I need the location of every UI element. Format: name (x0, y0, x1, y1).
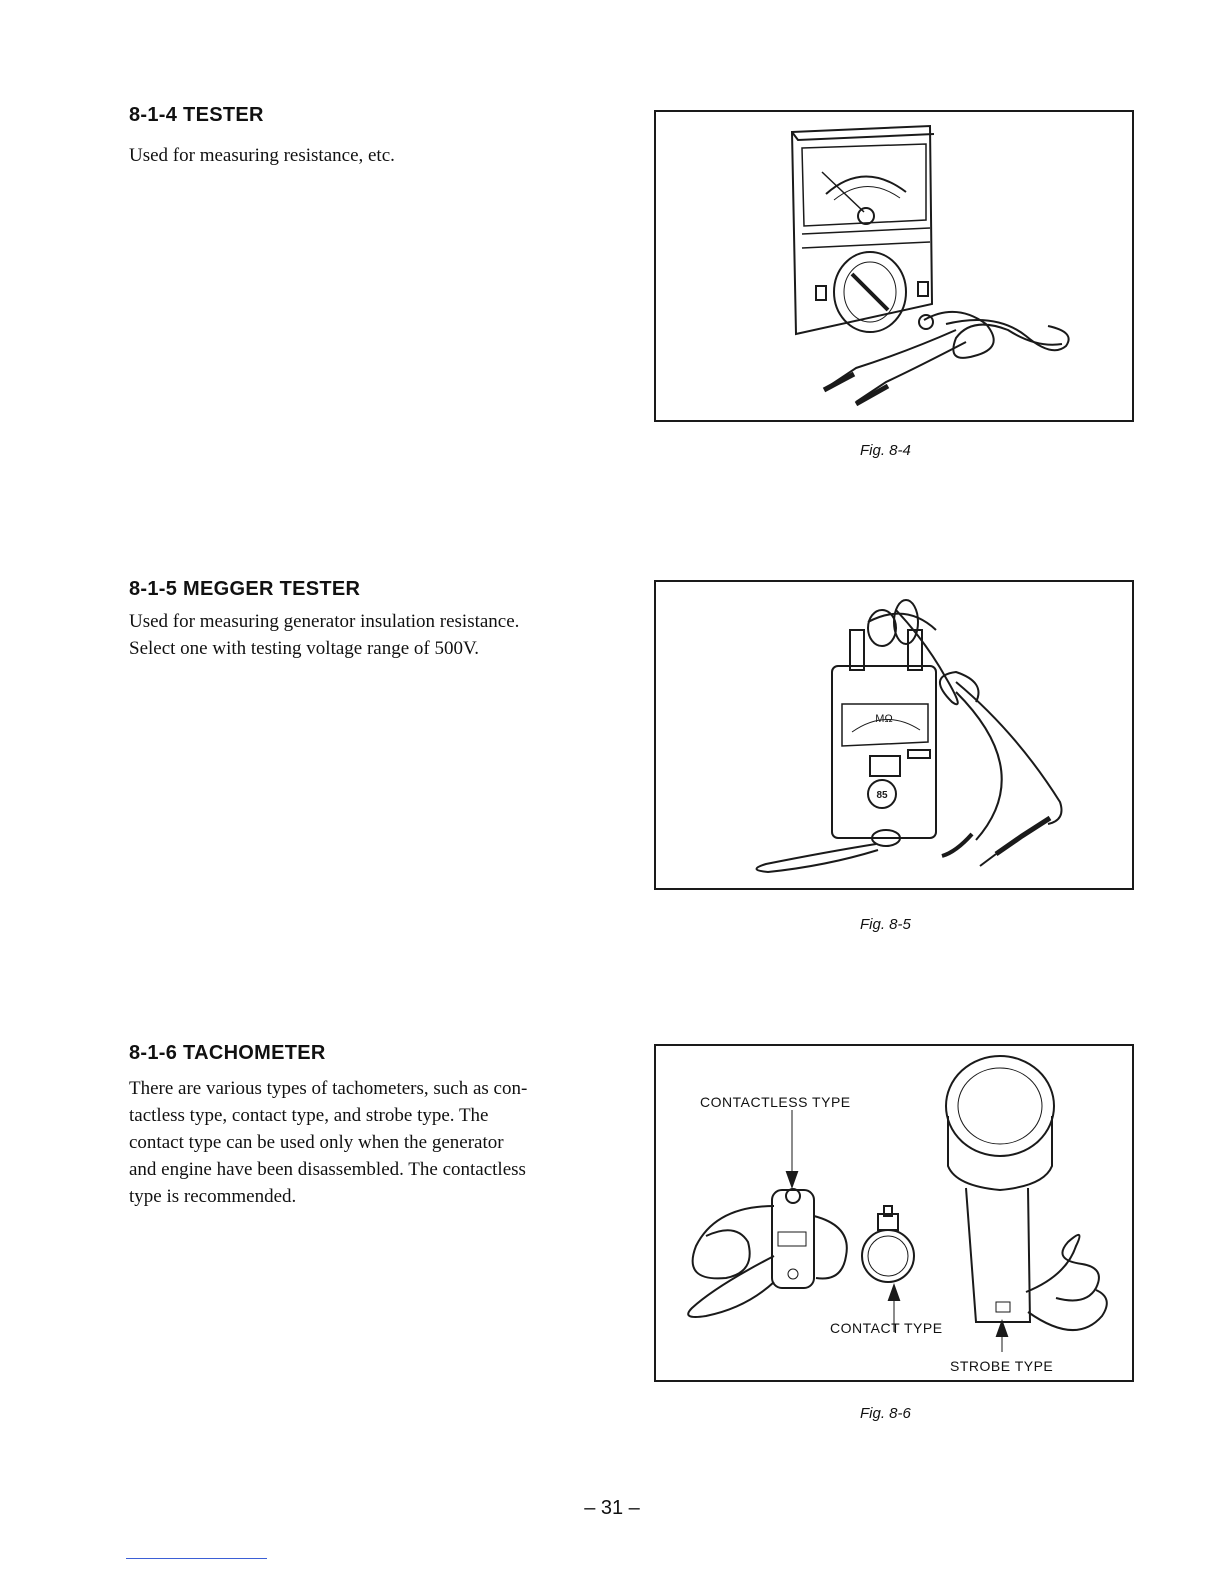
section-heading-tachometer: 8-1-6 TACHOMETER (129, 1042, 326, 1064)
tachometer-description-line-2: tactless type, contact type, and strobe type. The (129, 1105, 489, 1126)
tachometer-description-line-5: type is recommended. (129, 1186, 297, 1207)
figure-tester (654, 110, 1134, 422)
figure-tachometer (654, 1044, 1134, 1382)
megger-description-line-1: Used for measuring generator insulation resistance. (129, 611, 520, 632)
section-heading-tester: 8-1-4 TESTER (129, 104, 264, 126)
figure-megger-tester (654, 580, 1134, 890)
tachometer-description-line-4: and engine have been disassembled. The contactless (129, 1159, 526, 1180)
tachometer-description-line-1: There are various types of tachometers, such as con- (129, 1078, 528, 1099)
tachometer-description-line-3: contact type can be used only when the generator (129, 1132, 504, 1153)
footer-rule (126, 1558, 267, 1559)
megger-dial-label: 85 (876, 790, 888, 801)
figure-caption-8-4: Fig. 8-4 (860, 442, 911, 459)
figure-caption-8-6: Fig. 8-6 (860, 1405, 911, 1422)
megger-description-line-2: Select one with testing voltage range of 500V. (129, 638, 480, 659)
page-number: – 31 – (584, 1497, 640, 1519)
figure-caption-8-5: Fig. 8-5 (860, 916, 911, 933)
callout-contactless-type: CONTACTLESS TYPE (700, 1094, 851, 1110)
tester-description: Used for measuring resistance, etc. (129, 145, 395, 166)
megger-illustration (656, 582, 1132, 888)
callout-strobe-type: STROBE TYPE (950, 1358, 1054, 1374)
megger-unit-label: MΩ (875, 713, 893, 725)
section-heading-megger-tester: 8-1-5 MEGGER TESTER (129, 578, 361, 600)
callout-contact-type: CONTACT TYPE (830, 1320, 943, 1336)
multimeter-illustration (656, 112, 1132, 420)
